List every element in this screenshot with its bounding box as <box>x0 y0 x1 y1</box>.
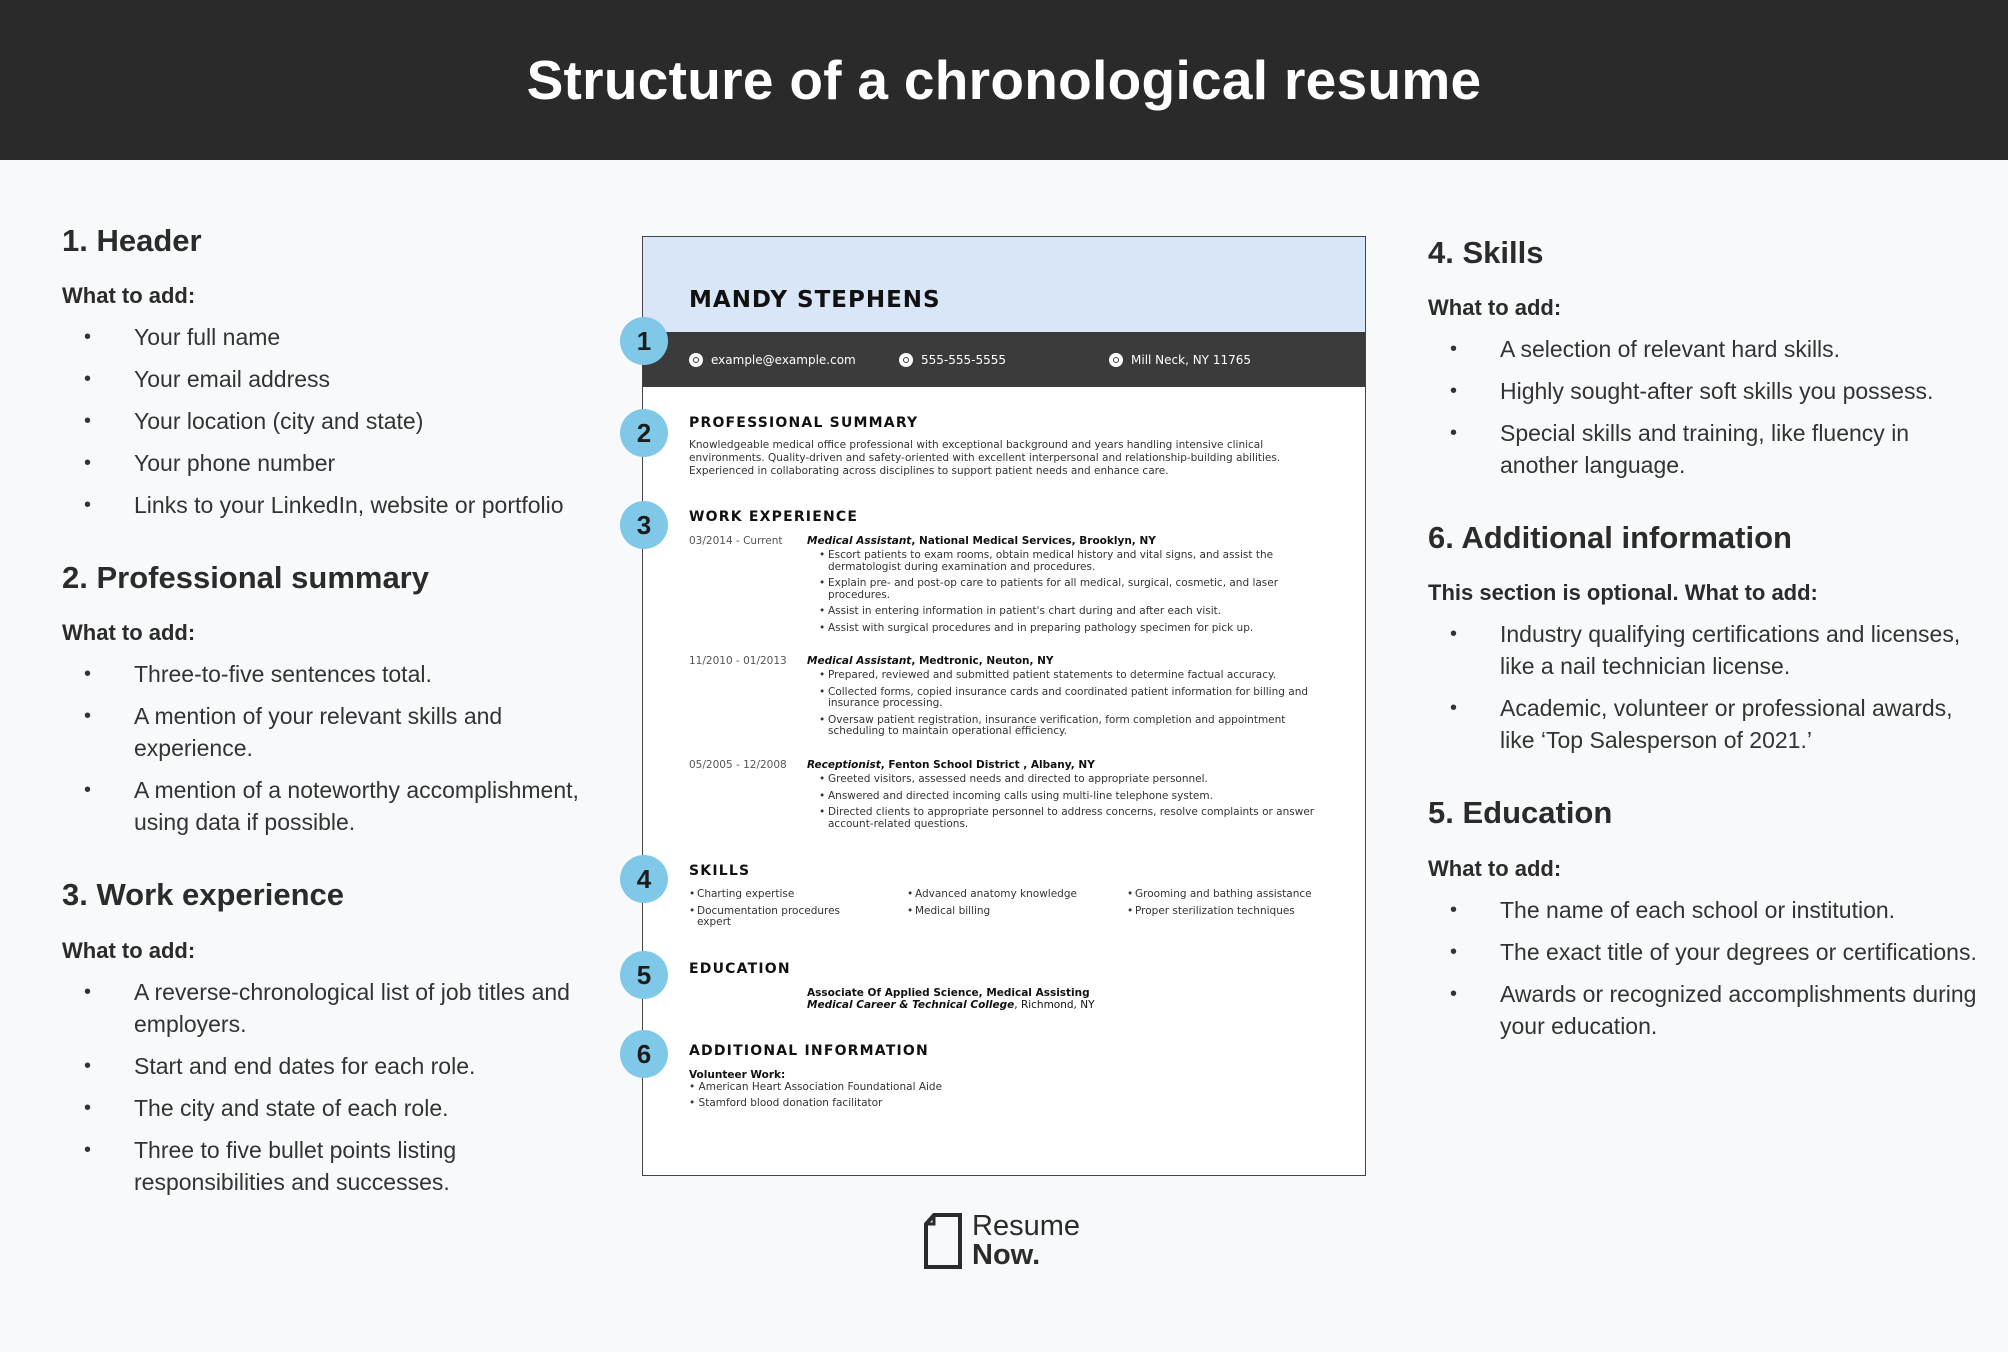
education-location: , Richmond, NY <box>1014 999 1095 1011</box>
job-bullet: • Answered and directed incoming calls using multi-line telephone system. <box>819 791 1319 803</box>
contact-location <box>1109 353 1251 367</box>
section-heading: 5. Education <box>1428 795 1613 831</box>
job-bullets <box>819 774 1319 835</box>
job-bullet: • Assist with surgical procedures and in preparing pathology specimen for pick up. <box>819 623 1319 635</box>
list-item: • The exact title of your degrees or certifications. <box>1428 936 1988 968</box>
phone-text: 555-555-5555 <box>921 352 1007 367</box>
skills-column <box>907 889 1107 923</box>
skill-item: • Medical billing <box>907 906 1107 917</box>
document-icon <box>922 1212 964 1270</box>
job-role: Receptionist <box>807 759 881 771</box>
left-column <box>62 222 602 1236</box>
job-title <box>807 535 1156 547</box>
list-item: • Your email address <box>62 363 602 395</box>
location-text: Mill Neck, NY 11765 <box>1131 352 1251 367</box>
section-header <box>62 222 602 521</box>
job-employer: , Medtronic, Neuton, NY <box>911 655 1054 667</box>
resume-summary-title: PROFESSIONAL SUMMARY <box>689 415 919 431</box>
section-skills <box>1428 234 1988 481</box>
location-pin-icon <box>1109 353 1123 367</box>
section-list <box>62 976 602 1198</box>
section-lead: What to add: <box>62 283 196 309</box>
list-item: • The name of each school or institution. <box>1428 894 1988 926</box>
section-number-badge: 4 <box>620 855 668 903</box>
job-bullet: • Assist in entering information in patient's chart during and after each visit. <box>819 606 1319 618</box>
volunteer-label: Volunteer Work: <box>689 1069 786 1081</box>
education-degree: Associate Of Applied Science, Medical Assisting <box>807 987 1090 999</box>
section-number-badge: 6 <box>620 1030 668 1078</box>
job-dates: 03/2014 - Current <box>689 535 783 547</box>
job-bullets <box>819 670 1319 743</box>
list-item: • Links to your LinkedIn, website or portfolio <box>62 489 602 521</box>
list-item: • A mention of your relevant skills and experience. <box>62 700 602 764</box>
section-lead: What to add: <box>62 937 196 963</box>
section-list <box>1428 333 1988 481</box>
skill-item: • Proper sterilization techniques <box>1127 906 1337 917</box>
phone-icon <box>899 353 913 367</box>
resume-education-title: EDUCATION <box>689 961 791 977</box>
job-bullet: • Prepared, reviewed and submitted patient statements to determine factual accuracy. <box>819 670 1319 682</box>
skill-item: • Advanced anatomy knowledge <box>907 889 1107 900</box>
volunteer-text: American Heart Association Foundational Aide <box>698 1081 943 1093</box>
job-role: Medical Assistant <box>807 535 912 547</box>
volunteer-text: Stamford blood donation facilitator <box>698 1097 883 1109</box>
contact-phone <box>899 353 1109 367</box>
email-icon <box>689 353 703 367</box>
job-employer: , National Medical Services, Brooklyn, NY <box>911 535 1156 547</box>
education-school-line <box>807 999 1227 1012</box>
section-number-badge: 3 <box>620 501 668 549</box>
section-number-badge: 5 <box>620 951 668 999</box>
resume-summary-text: Knowledgeable medical office professional with exceptional background and years handling intensive clinical environments. Quality-driven and safety-oriented with excellent interpersonal and relationship-building abilities. Experienced in collaborating across disciplines to support patient needs and enhance care. <box>689 439 1281 477</box>
logo-line-1: Resume <box>972 1210 1080 1242</box>
list-item: • Awards or recognized accomplishments during your education. <box>1428 978 1988 1042</box>
job-bullet: • Explain pre- and post-op care to patients for all medical, surgical, cosmetic, and laser procedures. <box>819 578 1319 601</box>
list-item: • Highly sought-after soft skills you possess. <box>1428 375 1988 407</box>
section-additional-information <box>1428 519 1988 756</box>
section-heading: 2. Professional summary <box>62 560 429 596</box>
list-item: • A selection of relevant hard skills. <box>1428 333 1988 365</box>
skills-column <box>689 889 859 934</box>
section-heading: 6. Additional information <box>1428 520 1792 556</box>
list-item: • Your full name <box>62 321 602 353</box>
list-item: • A mention of a noteworthy accomplishment, using data if possible. <box>62 774 602 838</box>
volunteer-item: • Stamford blood donation facilitator <box>689 1097 883 1109</box>
resume-body <box>643 387 1365 1175</box>
education-school: Medical Career & Technical College <box>807 999 1015 1011</box>
job-bullets <box>819 550 1319 639</box>
list-item: • Three to five bullet points listing responsibilities and successes. <box>62 1134 602 1198</box>
resume-header <box>643 237 1365 332</box>
section-list <box>62 321 602 521</box>
list-item: • Your phone number <box>62 447 602 479</box>
section-lead: What to add: <box>62 620 196 646</box>
section-number-badge: 2 <box>620 409 668 457</box>
title-banner <box>0 0 2008 160</box>
section-list <box>1428 618 1988 756</box>
list-item: • Academic, volunteer or professional awards, like ‘Top Salesperson of 2021.’ <box>1428 692 1988 756</box>
section-education <box>1428 794 1988 1041</box>
job-bullet: • Escort patients to exam rooms, obtain medical history and vital signs, and assist the dermatologist during examination and procedures. <box>819 550 1319 573</box>
list-item: • Special skills and training, like fluency in another language. <box>1428 417 1988 481</box>
list-item: • Start and end dates for each role. <box>62 1050 602 1082</box>
volunteer-item: • American Heart Association Foundational Aide <box>689 1081 943 1093</box>
right-column <box>1428 234 1988 1080</box>
contact-email <box>689 353 899 367</box>
resume-skills-title: SKILLS <box>689 863 751 879</box>
section-work-experience <box>62 876 602 1197</box>
logo-line-2: Now. <box>972 1239 1041 1271</box>
section-number-badge: 1 <box>620 317 668 365</box>
job-title <box>807 759 1095 771</box>
job-bullet: • Oversaw patient registration, insurance verification, form completion and appointment scheduling to maintain operational efficiency. <box>819 715 1319 738</box>
skill-item: • Documentation procedures expert <box>689 906 859 928</box>
section-heading: 4. Skills <box>1428 235 1544 270</box>
skill-item: • Grooming and bathing assistance <box>1127 889 1337 900</box>
job-bullet: • Directed clients to appropriate personnel to address concerns, resolve complaints or answer account-related questions. <box>819 807 1319 830</box>
resume-work-title: WORK EXPERIENCE <box>689 509 859 525</box>
section-lead: This section is optional. What to add: <box>1428 580 1818 606</box>
list-item: • Your location (city and state) <box>62 405 602 437</box>
resume-now-logo <box>922 1212 1080 1270</box>
resume-contact-bar <box>643 332 1365 387</box>
resume-additional-title: ADDITIONAL INFORMATION <box>689 1043 929 1059</box>
section-lead: What to add: <box>1428 295 1562 321</box>
job-bullet: • Collected forms, copied insurance cards and coordinated patient information for billing and insurance processing. <box>819 687 1319 710</box>
section-list <box>62 658 602 838</box>
job-employer: , Fenton School District , Albany, NY <box>880 759 1095 771</box>
page-title: Structure of a chronological resume <box>526 49 1482 111</box>
job-dates: 05/2005 - 12/2008 <box>689 759 787 771</box>
job-bullet: • Greeted visitors, assessed needs and directed to appropriate personnel. <box>819 774 1319 786</box>
job-dates: 11/2010 - 01/2013 <box>689 655 787 667</box>
job-role: Medical Assistant <box>807 655 912 667</box>
section-list <box>1428 894 1988 1042</box>
section-heading: 1. Header <box>62 223 202 258</box>
job-title <box>807 655 1054 667</box>
email-text: example@example.com <box>711 352 856 367</box>
section-professional-summary <box>62 559 602 838</box>
resume-document <box>642 236 1366 1176</box>
skill-item: • Charting expertise <box>689 889 859 900</box>
resume-name: MANDY STEPHENS <box>689 287 941 313</box>
list-item: • Industry qualifying certifications and licenses, like a nail technician license. <box>1428 618 1988 682</box>
list-item: • The city and state of each role. <box>62 1092 602 1124</box>
section-heading: 3. Work experience <box>62 877 345 913</box>
list-item: • Three-to-five sentences total. <box>62 658 602 690</box>
section-lead: What to add: <box>1428 855 1562 881</box>
logo-text <box>972 1212 1080 1270</box>
skills-column <box>1127 889 1337 923</box>
list-item: • A reverse-chronological list of job titles and employers. <box>62 976 602 1040</box>
